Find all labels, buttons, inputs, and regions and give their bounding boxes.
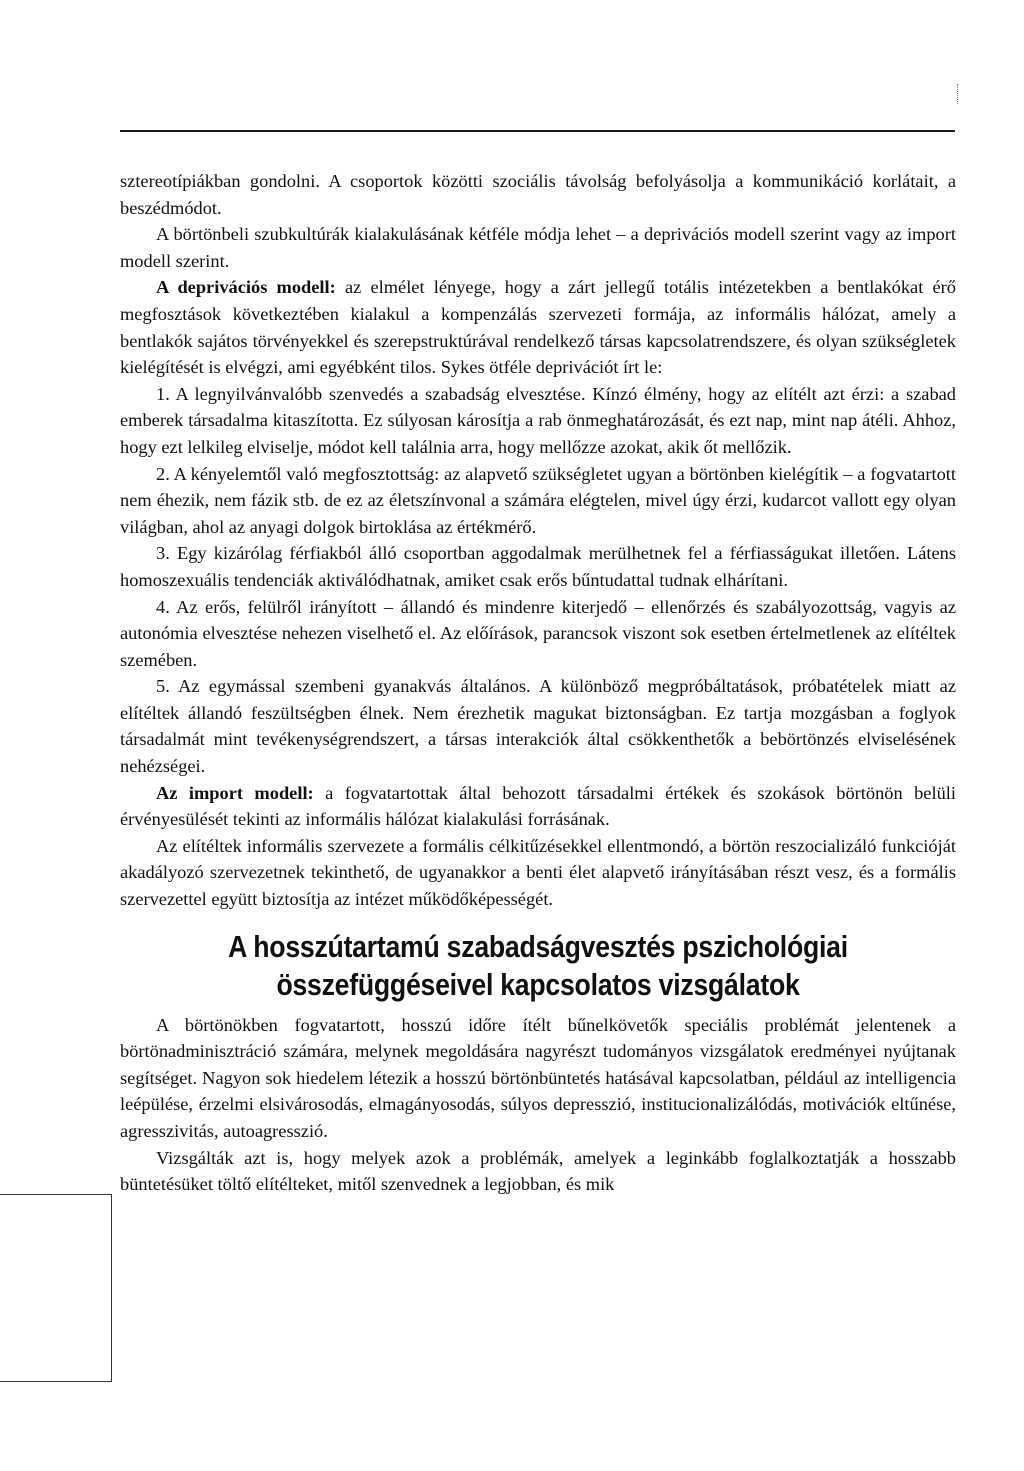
term-import-model: Az import modell: bbox=[156, 782, 314, 803]
body-text bbox=[120, 168, 956, 1198]
section-heading-line: összefüggéseivel kapcsolatos vizsgálatok bbox=[276, 966, 800, 1002]
list-item: 3. Egy kizárólag férfiakból álló csoportban aggodalmak merülhetnek fel a férfiasságukat illetően. Látens homoszexuális tendenciák aktiválódhatnak, amiket csak erős bűntudattal tudnak elhárítani. bbox=[120, 543, 956, 590]
paragraph bbox=[120, 780, 956, 833]
list-item: 4. Az erős, felülről irányított – állandó és mindenre kiterjedő – ellenőrzés és szabályozottság, vagyis az autonómia elvesztése nehezen viselhető el. Az előírások, parancsok viszont sok esetben értelmetlenek az elítéltek szemében. bbox=[120, 596, 956, 670]
list-item: 5. Az egymással szembeni gyanakvás általános. A különböző megpróbáltatások, próbatételek miatt az elítéltek állandó feszültségben élnek. Nem érezhetik magukat biztonságban. Ez tartja mozgásban a foglyok társadalmát mint tevékenységrendszert, a társas interakciók által csökkenthetők a bebörtönzés elviselésének nehézségei. bbox=[120, 676, 956, 777]
margin-box bbox=[0, 1194, 112, 1382]
paragraph: Az elítéltek informális szervezete a formális célkitűzésekkel ellentmondó, a börtön reszocializáló funkcióját akadályozó szervezetnek tekinthető, de ugyanakkor a benti élet alapvető irányításában részt vesz, és a formális szervezettel együtt biztosítja az intézet működőképességét. bbox=[120, 835, 956, 910]
paragraph-text: az elmélet lényege, hogy a zárt jellegű totális intézetekben a bentlakókat érő megfosztások következtében kialakul a kompenzálás szervezeti formája, az informális hálózat, amely a bentlakók sajátos törvényekkel és szerepstruktúrával rendelkező társas kapcsolatrendszere, és olyan szükségletek kielégítését is elvégzi, ami egyébként tilos. Sykes ötféle deprivációt írt le: bbox=[120, 277, 956, 378]
corner-mark bbox=[957, 84, 959, 104]
paragraph: A börtönökben fogvatartott, hosszú időre ítélt bűnelkövetők speciális problémát jelentenek a börtönadminisztráció számára, melynek megoldására nagyrészt tudományos vizsgálatok eredményei nyújtanak segítséget. Nagyon sok hiedelem létezik a hosszú börtönbüntetés hatásával kapcsolatban, például az intelligencia leépülése, érzelmi elsivárosodás, elmagányosodás, súlyos depresszió, institucionalizálódás, motivációk eltűnése, agresszivitás, autoagresszió. bbox=[120, 1014, 956, 1141]
header-rule bbox=[120, 130, 955, 132]
paragraph: Vizsgálták azt is, hogy melyek azok a problémák, amelyek a leginkább foglalkoztatják a hosszabb büntetésüket töltő elítélteket, mitől szenvednek a legjobban, és mik bbox=[120, 1147, 956, 1195]
paragraph-text: a fogvatartottak által behozott társadalmi értékek és szokások börtönön belüli érvényesülését tekinti az informális hálózat kialakulási forrásának. bbox=[120, 782, 956, 830]
list-item: 2. A kényelemtől való megfosztottság: az alapvető szükségletet ugyan a börtönben kielégítik – a fogvatartott nem éhezik, nem fázik stb. de ez az életszínvonal a számára elégtelen, mivel úgy érzi, kudarcot vallott egy olyan világban, ahol az anyagi dolgok birtoklása az értékmérő. bbox=[120, 463, 956, 537]
section-heading-line: A hosszútartamú szabadságvesztés pszichológiai bbox=[228, 928, 848, 964]
paragraph: A börtönbeli szubkultúrák kialakulásának kétféle módja lehet – a deprivációs modell szerint vagy az import modell szerint. bbox=[120, 224, 956, 271]
section-heading bbox=[179, 928, 898, 1004]
list-item: 1. A legnyilvánvalóbb szenvedés a szabadság elvesztése. Kínzó élmény, hogy az elítélt azt érzi: a szabad emberek társadalma kitaszította. Ez súlyosan károsítja a rab önmeghatározását, és ezt nap, mint nap átéli. Ahhoz, hogy ezt lelkileg elviselje, módot kell találnia arra, hogy mellőzze azokat, akik őt mellőzik. bbox=[120, 383, 956, 457]
paragraph: sztereotípiákban gondolni. A csoportok közötti szociális távolság befolyásolja a kommunikáció korlátait, a beszédmódot. bbox=[120, 171, 956, 218]
term-deprivation-model: A deprivációs modell: bbox=[156, 277, 336, 298]
paragraph bbox=[120, 274, 956, 380]
